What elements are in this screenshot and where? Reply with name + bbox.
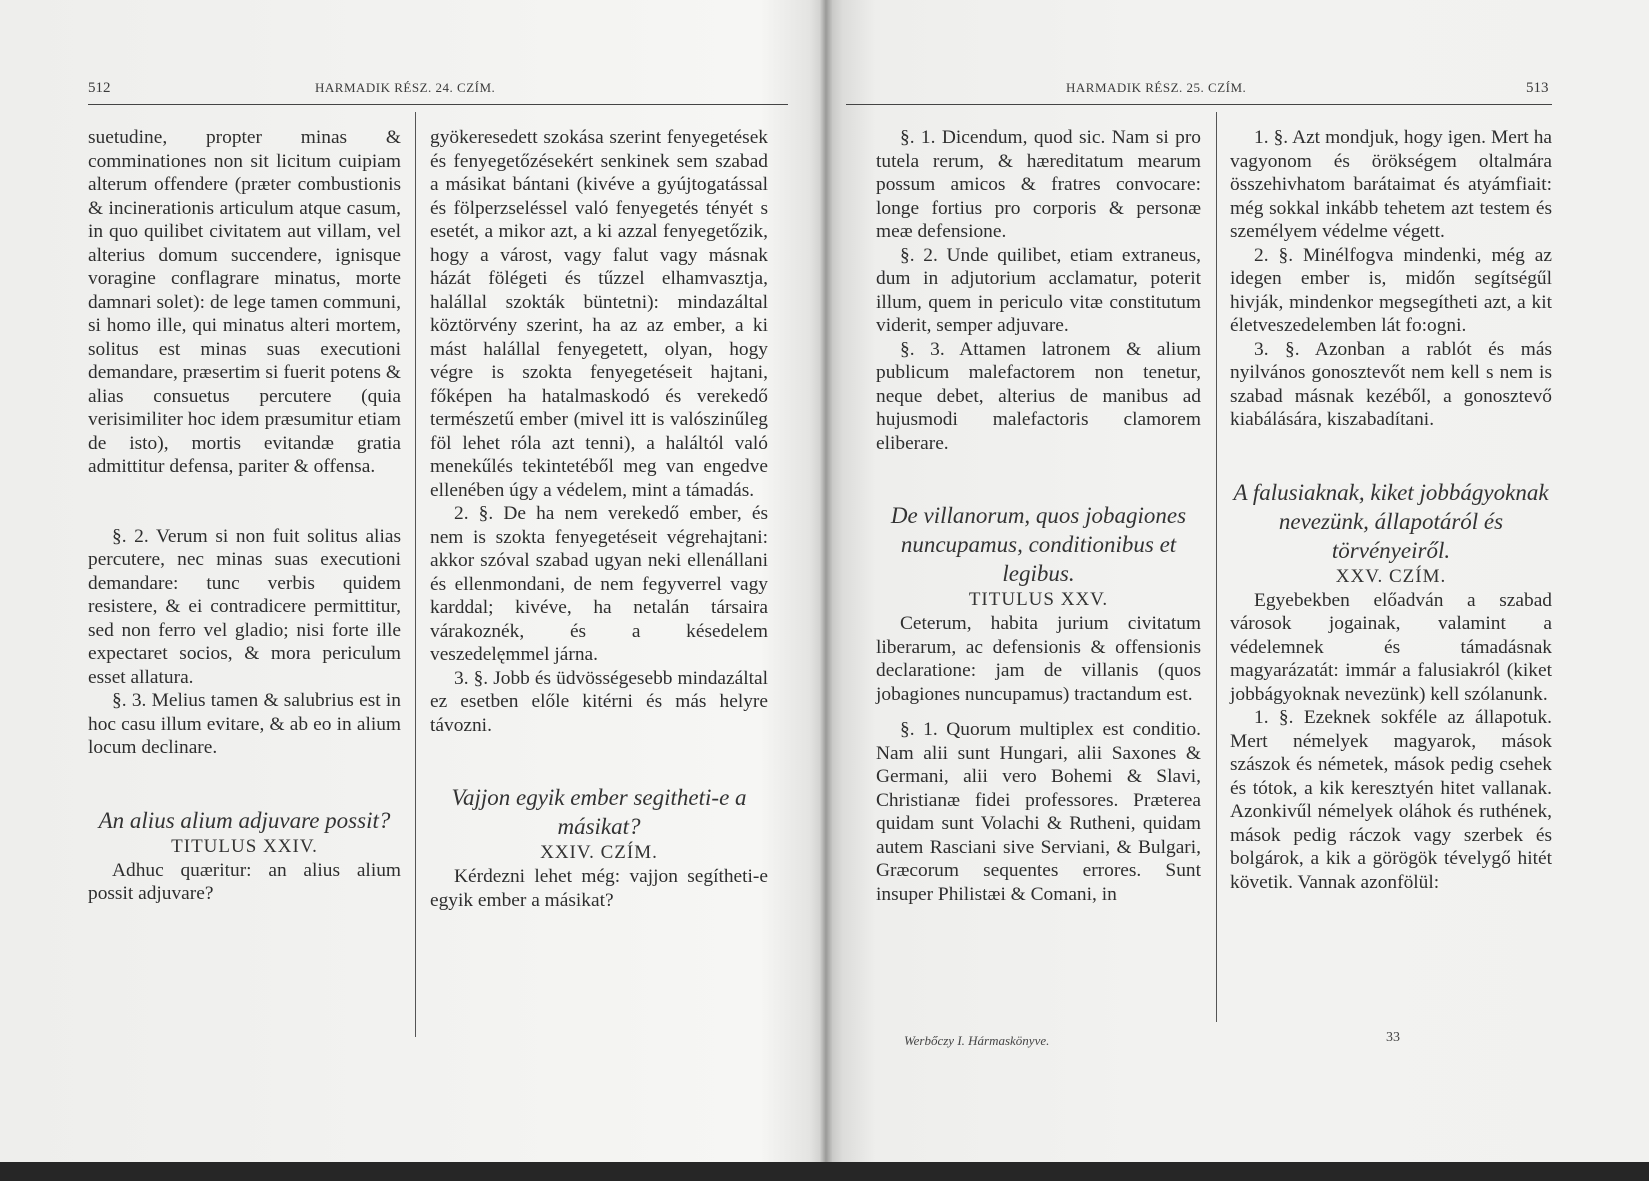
paragraph: Ceterum, habita jurium civitatum liberarum, ac defensionis & offensionis declaratione: jam de villanis (quos jobagiones nuncupamus) tractandum est.: [876, 613, 1201, 705]
paragraph: §. 1. Quorum multiplex est conditio. Nam alii sunt Hungari, alii Saxones & Germani, alii vero Bohemi & Slavi, Christianæ fidei professores. Præterea quidam sunt Volachi & Rutheni, quidam autem Rasciani sive Serviani, & Bulgari, Græcorum sequentes errores. Sunt insuper Philistæi & Comani, in: [876, 719, 1201, 905]
footer-note: Werbőczy I. Hármaskönyve.: [904, 1033, 1050, 1048]
paragraph: 3. §. Jobb és üdvösségesebb mindazáltal ez esetben előle kitérni és más helyre távozni.: [430, 667, 768, 736]
left-page: [0, 0, 826, 1168]
paragraph: 1. §. Azt mondjuk, hogy igen. Mert ha vagyonom és örökségem oltalmára összehivhatom barátaimat és atyámfiait: még sokkal inkább tehetem azt testem és személyem védelme végett.: [1230, 127, 1552, 242]
section-heading: Vajjon egyik ember segitheti-e a másikat?: [451, 785, 747, 839]
column-divider-left: [415, 112, 416, 1037]
section-title: XXIV. CZÍM.: [540, 842, 658, 863]
hungarian-column-right: [1230, 126, 1552, 894]
paragraph: Egyebekben előadván a szabad városok jogainak, valamint a védelemnek és támadásnak magyarázatát: immár a falusiakról (kiket jobbágyoknak nevezünk) kell szólanunk.: [1230, 589, 1552, 705]
section-heading: An alius alium adjuvare possit?: [98, 807, 391, 833]
page-number-right: 513: [1526, 80, 1549, 96]
section-title: TITULUS XXV.: [968, 589, 1109, 610]
section-title: TITULUS XXIV.: [171, 835, 318, 857]
running-head-right: HARMADIK RÉSZ. 25. CZÍM.: [1066, 80, 1247, 95]
paragraph: §. 3. Melius tamen & salubrius est in hoc casu illum evitare, & ab eo in alium locum declinare.: [88, 690, 401, 758]
paragraph: §. 2. Unde quilibet, etiam extraneus, dum in adjutorium acclamatur, poterit illum, quem in periculo vitæ constitutum viderit, semper adjuvare.: [876, 244, 1201, 336]
paragraph: §. 2. Verum si non fuit solitus alias percutere, nec minas suas executioni demandare: tunc verbis quidem resistere, & ei contradicere permittitur, sed non ferro vel gladio; nisi forte ille expectaret socios, & mora periculum esset allatura.: [88, 525, 401, 688]
latin-column-left: [88, 126, 401, 906]
scan-shadow: [0, 1162, 1649, 1181]
book-spine: [820, 0, 832, 1168]
paragraph: Adhuc quæritur: an alius alium possit adjuvare?: [88, 859, 401, 904]
paragraph: 1. §. Ezeknek sokféle az állapotuk. Mert némelyek magyarok, mások szászok és németek, mások pedig csehek és tótok, a kik keresztyén hitet vallanak. Azonkivűl némelyek oláhok és ruthének, mások pedig ráczok vagy szerbek és bolgárok, a kik a görögök tévelygő hitét követik. Vannak azonfölül:: [1230, 707, 1552, 893]
paragraph: §. 1. Dicendum, quod sic. Nam si pro tutela rerum, & hæreditatum mearum possum amicos & fratres convocare: longe fortius pro corporis & personæ meæ defensione.: [876, 127, 1201, 242]
section-heading: De villanorum, quos jobagiones nuncupamus, conditionibus et legibus.: [890, 503, 1187, 586]
paragraph: §. 3. Attamen latronem & alium publicum malefactorem non tenetur, neque debet, alterius de manibus ad hujusmodi malefactoris clamorem eliberare.: [876, 338, 1201, 454]
signature-mark: 33: [1386, 1030, 1400, 1045]
section-heading: A falusiaknak, kiket jobbágyoknak nevezünk, állapotáról és törvényeiről.: [1233, 479, 1549, 563]
page-number-left: 512: [88, 80, 111, 96]
column-divider-right: [1216, 112, 1217, 1022]
right-page: [826, 0, 1649, 1168]
paragraph: suetudine, propter minas & comminationes non sit licitum cuipiam alterum offendere (præter combustionis & incinerationis articulum atque casum, in quo quilibet civitatem aut villam, vel alterius domum succendere, ignisque voragine conflagrare minatus, morte damnari solet): de lege tamen communi, si homo ille, qui minatus alteri mortem, solitus est minas suas executioni demandare, præsertim si fuerit potens & alias consuetus percutere (quia verisimiliter hoc idem præsumitur etiam de isto), mortis evitandæ gratia admittitur defensa, pariter & offensa.: [88, 127, 401, 477]
latin-column-right: [876, 126, 1201, 906]
paragraph: gyökeresedett szokása szerint fenyegetések és fenyegetőzésekért senkinek sem szabad a másikat bántani (kivéve a gyújtogatással és fölperzseléssel való fenyegetés tényét s esetét, a mikor azt, a ki azzal fenyegetőzik, hogy a várost, vagy falut vagy másnak házát fölégeti és tűzzel elhamvasztja, halállal szokták büntetni): mindazáltal köztörvény szerint, ha az az ember, a ki mást halállal fenyegetett, olyan, hogy végre is szokta fenyegetéseit hajtani, főképen ha hatalmaskodó és verekedő természetű ember (mivel itt is valószinűleg föl lehet róla azt tenni), a haláltól való menekűlés tekintetéből meg van engedve ellenében úgy a védelem, mint a támadás.: [430, 127, 768, 501]
header-rule-right: [846, 104, 1552, 105]
section-title: XXV. CZÍM.: [1335, 565, 1447, 587]
hungarian-column-left: [430, 126, 768, 912]
running-head-left: HARMADIK RÉSZ. 24. CZÍM.: [315, 80, 496, 95]
paragraph: 2. §. De ha nem verekedő ember, és nem is szokta fenyegetéseit végrehajtani: akkor szóval szabad ugyan neki ellenállani és ellenmondani, de nem fegyverrel vagy karddal; kivéve, ha netalán társaira várakoznék, és a késedelem veszedelęmmel járna.: [430, 503, 768, 665]
header-rule-left: [88, 104, 788, 105]
paragraph: 2. §. Minélfogva mindenki, még az idegen ember is, midőn segítségűl hivják, mindenkor megsegítheti azt, a kit életveszedelemben lát fo:ogni.: [1230, 244, 1552, 336]
paragraph: Kérdezni lehet még: vajjon segítheti-e egyik ember a másikat?: [430, 866, 768, 911]
paragraph: 3. §. Azonban a rablót és más nyilvános gonosztevőt nem kell s nem is szabad másnak kezéből, a gonosztevő kiabálására, kiszabadítani.: [1230, 338, 1552, 430]
